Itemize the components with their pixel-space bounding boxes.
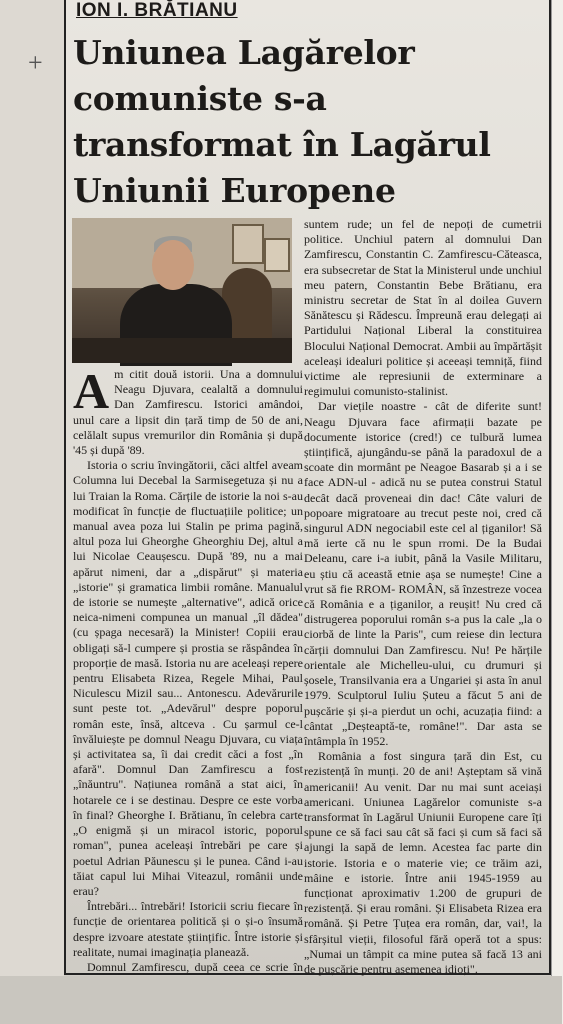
paragraph: suntem rude; un fel de nepoți de cumetrii politice. Unchiul patern al domnului Dan Zamfirescu, Constantin C. Zamfirescu-Căteasca, era subsecretar de Stat la Ministerul unde unchiul meu patern, Constantin Bebe Brătianu, era ministru secretar de Stat în al doilea Guvern Sănătescu și Rădescu. Împreună erau delegați ai Partidului Național Liberal la constituirea Blocului Național Democrat. Ambii au împărtășit aceleași idealuri politice și aceeași temniță, fiind victime ale represiunii de exterminare a regimului comunisto-stalinist. — [304, 217, 542, 399]
left-margin — [0, 0, 64, 1024]
adjacent-page-strip — [551, 0, 563, 1024]
article-column-left — [73, 363, 303, 974]
article-column-right — [304, 217, 542, 976]
author-photo — [72, 218, 292, 363]
drop-cap: A — [73, 363, 110, 419]
paragraph: Am citit două istorii. Una a domnului Neagu Djuvara, cealaltă a domnului Dan Zamfirescu. Istorici amândoi, unul care a lipsit din țară timp de 50 de ani, celălalt supus vremurilor din România și după '45 și după '89. — [73, 363, 303, 458]
paragraph: Întrebări... întrebări! Istoricii scriu fiecare în funcție de orientarea politică și o și-o însumă despre izvoare atestate științific. Între istorie și realitate, numai imaginația planează. — [73, 899, 303, 959]
paragraph: România a fost singura țară din Est, cu rezistență în munți. 20 de ani! Așteptam să vină americanii! Au venit. Dar nu mai sunt aceiași americani. Uniunea Lagărelor comuniste s-a transformat în Lagărul Uniunii Europene care îți spune ce să faci sau cât să faci și cum să faci să ajungi la sapă de lemn. Acestea fac parte din istorie. Istoria e o materie vie; ce trăim azi, mâine e istorie. Între anii 1945-1959 au funcționat aproximativ 1.200 de grupuri de rezistență. Și erau români. Și Elisabeta Rizea era română. Și Petre Țuțea era român, dar, vai!, la sfârșitul vieții, filosoful fără operă tot a spus: „Numai un tâmpit ca mine putea să facă 13 ani de pușcărie pentru asemenea idioți". — [304, 749, 542, 976]
paragraph: Domnul Zamfirescu, după ceea ce scrie în — [87, 959, 303, 974]
page-bottom — [0, 976, 562, 1024]
author-byline: ION I. BRĂTIANU — [76, 0, 238, 21]
crosshair-icon: + — [28, 48, 43, 77]
paragraph: Dar viețile noastre - cât de diferite sunt! Neagu Djuvara face afirmații bazate pe documente istorice (cred!) ce tulbură lumea științifică, ajungându-se până la paradoxul de a scoate din mormânt pe Neagoe Basarab și a i se face ADN-ul - adică nu se putea construi Statul decât dacă proveneai din dac! Câte valuri de popoare migratoare au trecut peste noi, cred că singurul ADN negociabil este cel al țiganilor! Să mă ierte că nu le spun rromi. De la Budai Deleanu, care i-a iubit, până la Vasile Militaru, eu știu că această etnie așa se numește! Cine a vrut să fie RROM- ROMÂN, să înzestreze vocea că România e a țiganilor, a reușit! Nu cred că distrugerea poporului român s-a pus la cale „la o ciorbă de linte la Paris", cum reiese din lectura cărții domnului Dan Zamfirescu. Nu! Pe hărțile orientale ale Michelleu-ului, cu drumuri și șosele, Transilvania era a Ungariei și asta în anul 1979. Sculptorul Iuliu Șuteu a făcut 5 ani de pușcărie și și-a pierdut un ochi, acuzația fiind: a cântat „Deșteaptă-te, române!". Dar asta se întâmpla în 1952. — [304, 399, 542, 748]
paragraph: Istoria o scriu învingătorii, căci altfel aveam Columna lui Decebal la Sarmisegetuza și nu a lui Traian la Roma. Cărțile de istorie la noi s-au modificat în funcție de fluctuațiile politice; un manual avea poza lui Stalin pe prima pagină, altul poza lui Gheorghe Gheorghiu Dej, altul a lui Nicolae Ceaușescu. După '89, nu a mai apărut nimeni, dar a „dispărut" și materia „istorie" și gramatica limbii române. Manualul de istorie se numește „alternative", adică orice neica-nimeni compunea un manual „îl dădea" (cu șpaga necesară) la Minister! Copiii erau obligați să-l cumpere și prostia se răspândea în proporție de masă. Istoria nu are aceleași repere pentru Elisabeta Rizea, Regele Mihai, Paul Niculescu Mizil sau... Antonescu. Adevărurile sunt peste tot. „Adevărul" despre poporul român este, însă, altceva . Cu șarmul ce-l învăluiește pe domnul Neagu Djuvara, cu viața și activitatea sa, îi dai credit căci a fost „în afară". Domnul Dan Zamfirescu a fost „înăuntru". Națiunea română a stat aici, în hotarele ce i se destinau. Despre ce este vorba în final? Gheorghe I. Brătianu, în celebra carte „O enigmă și un miracol istoric, poporul roman", punea aceleași întrebări pe care și poetul Adrian Păunescu și le punea. Când i-au tăiat capul lui Mihai Viteazul, românii unde erau? — [73, 458, 303, 898]
article-headline: Uniunea Lagărelor comuniste s-a transformat în Lagărul Uniunii Europene — [73, 33, 491, 210]
